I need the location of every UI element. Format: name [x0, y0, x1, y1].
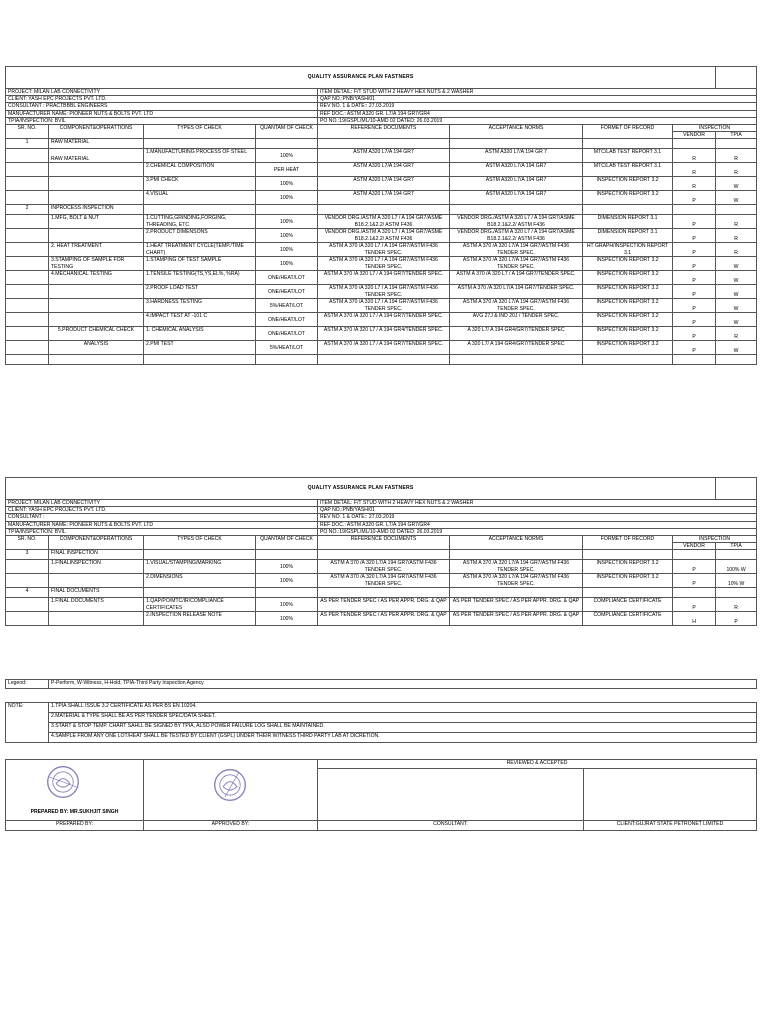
table-row [6, 271, 757, 285]
sr-cell [6, 271, 49, 285]
table-row [6, 574, 757, 588]
quantum-cell: 100% [256, 243, 318, 257]
col-header-quantum: QUANTAM OF CHECK [256, 125, 318, 139]
reference-cell [318, 588, 450, 598]
record-cell: INSPECTION REPORT 3.2 [583, 299, 673, 313]
check-type-cell: 1.VISUAL/STAMPING/MARKING [144, 560, 256, 574]
sr-cell [6, 313, 49, 327]
tpia-cell: R [716, 243, 757, 257]
quantum-cell: 5%/HEAT/LOT [256, 341, 318, 355]
check-type-cell [144, 550, 256, 560]
qap-number-field: QAP NO.:PNB/YASH/01 [318, 507, 757, 514]
vendor-cell: P [673, 229, 716, 243]
consultant-label: CONSULTANT: [318, 821, 584, 831]
notes-section [5, 702, 756, 743]
acceptance-cell: A 320 L7/ A 194 GR4/GR7/TENDER SPEC [450, 341, 583, 355]
col-header-sr: SR. NO. [6, 536, 49, 550]
table-row [6, 341, 757, 355]
check-type-cell: 1.QAP/PO/MTC/IR/COMPLIANCE CERTIFICATES [144, 598, 256, 612]
qap-rows-1 [6, 139, 757, 355]
note-item: 2.MATERIAL & TYPE SHALL BE AS PER TENDER SPEC/DATA SHEET. [49, 713, 757, 723]
component-cell [49, 191, 144, 205]
tpia-cell: W [716, 313, 757, 327]
acceptance-cell: AS PER TENDER SPEC / AS PER APPR. DRG. & QAP [450, 612, 583, 626]
record-cell: COMPLIANCE CERTIFICATE [583, 612, 673, 626]
acceptance-cell: ASTM A320 L7/A 194 GR7 [450, 163, 583, 177]
col-header-type: TYPES OF CHECK [144, 125, 256, 139]
qap-table-1 [5, 66, 757, 365]
reference-cell [318, 550, 450, 560]
sr-cell [6, 285, 49, 299]
record-cell: INSPECTION REPORT 3.2 [583, 341, 673, 355]
reference-cell: ASTM A 370 /A 320 L7 / A 194 GR7/ASTM F436 TENDER SPEC. [318, 257, 450, 271]
acceptance-cell: ASTM A 370 /A 320 L7/A 194 GR7/ASTM F436 TENDER SPEC. [450, 574, 583, 588]
reference-cell: VENDOR DRG./ASTM A 320 L7 / A 194 GR7/ASME B18.2.1&2.2/ ASTM F436 [318, 215, 450, 229]
component-cell [49, 285, 144, 299]
tpia-cell: P [716, 612, 757, 626]
acceptance-cell: ASTM A320 L7/A 194 GR 7 [450, 149, 583, 163]
record-cell: MTC/LAB TEST REPORT 3.1 [583, 149, 673, 163]
table-row [6, 313, 757, 327]
reference-cell: AS PER TENDER SPEC / AS PER APPR. DRG. & QAP [318, 598, 450, 612]
component-cell: RAW MATERIAL [49, 149, 144, 163]
reference-cell [318, 139, 450, 149]
acceptance-cell: ASTM A 370 /A 320 L7/A 194 GR7/ASTM F436 TENDER SPEC. [450, 299, 583, 313]
vendor-cell: P [673, 191, 716, 205]
acceptance-cell: ASTM A320 L7/A 194 GR7 [450, 177, 583, 191]
prepared-by-label: PREPARED BY: [6, 821, 144, 831]
company-stamp-icon [46, 765, 80, 799]
table-row [6, 550, 757, 560]
consultant-field: CONSULTANT : [6, 514, 318, 521]
record-cell [583, 139, 673, 149]
note-item: 1.TPIA SHALL ISSUE 3.2 CERTIFICATE AS PER BS EN 10204. [49, 703, 757, 713]
check-type-cell: 4.IMPACT TEST AT -101 C [144, 313, 256, 327]
revision-field: REV NO. 1 & DATE:: 27.03.2019 [318, 514, 757, 521]
quantum-cell: 5%/HEAT/LOT [256, 299, 318, 313]
reference-cell [318, 205, 450, 215]
table-row [6, 243, 757, 257]
quantum-cell: ONE/HEAT/LOT [256, 313, 318, 327]
col-header-vendor: VENDOR [673, 543, 716, 550]
component-cell: FINAL INSPECTION [49, 550, 144, 560]
table-row [6, 177, 757, 191]
tpia-cell [716, 588, 757, 598]
component-cell: 3.STAMPING OF SAMPLE FOR TESTING [49, 257, 144, 271]
quantum-cell: 100% [256, 574, 318, 588]
check-type-cell: 2.PMI TEST [144, 341, 256, 355]
project-field: PROJECT: MILAN LAB CONNECTIVITY [6, 89, 318, 96]
table-row [6, 229, 757, 243]
item-detail-field: ITEM DETAIL: F/T STUD WITH 2 HEAVY HEX NUTS & 2 WASHER [318, 500, 757, 507]
component-cell [49, 299, 144, 313]
table-row [6, 588, 757, 598]
table-row [6, 560, 757, 574]
col-header-inspection: INSPECTION [673, 536, 757, 543]
vendor-cell [673, 588, 716, 598]
table-row [6, 191, 757, 205]
quantum-cell: 100% [256, 257, 318, 271]
legend-label: Legend: [6, 680, 49, 689]
sr-cell [6, 163, 49, 177]
reference-cell: ASTM A 370 /A 320 L7 / A 194 GR4/TENDER SPEC. [318, 327, 450, 341]
tpia-cell: W [716, 191, 757, 205]
reference-cell: ASTM A320 L7/A 194 GR7 [318, 149, 450, 163]
acceptance-cell [450, 139, 583, 149]
acceptance-cell [450, 588, 583, 598]
sr-cell [6, 149, 49, 163]
check-type-cell: 1. CHEMICAL ANALYSIS [144, 327, 256, 341]
sr-cell [6, 327, 49, 341]
vendor-cell: P [673, 327, 716, 341]
record-cell: INSPECTION REPORT 3.2 [583, 560, 673, 574]
vendor-cell: R [673, 163, 716, 177]
vendor-cell: P [673, 341, 716, 355]
client-sign-cell [584, 769, 757, 821]
sr-cell [6, 598, 49, 612]
tpia-cell: R [716, 163, 757, 177]
reference-cell: ASTM A 370 /A 320 L7/A 194 GR7/ASTM F436 TENDER SPEC. [318, 560, 450, 574]
component-cell: FINAL DOCUMENTS [49, 588, 144, 598]
quantum-cell: 100% [256, 229, 318, 243]
note-item: 3.START & STOP TEMP. CHART SAHLL BE SIGNED BY TPIA, ALSO POWER FAILURE LOG SHALL BE MAINTAINED. [49, 723, 757, 733]
col-header-inspection: INSPECTION [673, 125, 757, 132]
tpia-cell: 10% W [716, 574, 757, 588]
sr-cell [6, 560, 49, 574]
revision-field: REV NO. 1 & DATE:: 27.03.2019 [318, 103, 757, 110]
vendor-cell: P [673, 574, 716, 588]
tpia-cell [716, 550, 757, 560]
project-field: PROJECT: MILAN LAB CONNECTIVITY [6, 500, 318, 507]
col-header-tpia: TPIA [716, 132, 757, 139]
client-field: CLIENT: YASH EPC PROJECTS PVT. LTD. [6, 96, 318, 103]
tpia-cell: W [716, 341, 757, 355]
col-header-component: COMPONENT&OPERATTIONS [49, 125, 144, 139]
sr-cell [6, 574, 49, 588]
quantum-cell: 100% [256, 598, 318, 612]
tpia-cell: R [716, 215, 757, 229]
sr-cell: 4 [6, 588, 49, 598]
vendor-cell: P [673, 560, 716, 574]
component-cell: 5.PRODUCT CHEMICAL CHECK [49, 327, 144, 341]
tpia-cell: 100% W [716, 560, 757, 574]
legend-section [5, 679, 756, 689]
acceptance-cell: ASTM A 370 /A 320 L7 / A 194 GR7/TENDER SPEC. [450, 271, 583, 285]
legend-text: P-Perform, W-Witness, H-Hold, TPIA-Third Party Inspection Agency [49, 680, 757, 689]
check-type-cell: 2.PRODUCT DIMENSONS [144, 229, 256, 243]
record-cell: COMPLIANCE CERTIFICATE [583, 598, 673, 612]
check-type-cell: 3.HARDNESS TESTING [144, 299, 256, 313]
vendor-cell: P [673, 285, 716, 299]
quantum-cell: 100% [256, 215, 318, 229]
component-cell [49, 574, 144, 588]
tpia-cell: R [716, 229, 757, 243]
sr-cell: 1 [6, 139, 49, 149]
vendor-cell: P [673, 215, 716, 229]
sr-cell [6, 191, 49, 205]
component-cell [49, 229, 144, 243]
record-cell: HT GRAPH/INSPECTION REPORT 3.1 [583, 243, 673, 257]
reference-cell: ASTM A 370 /A 320 L7 / A 194 GR7/ASTM F436 TENDER SPEC. [318, 299, 450, 313]
qap-rows-2 [6, 550, 757, 626]
tpia-cell: R [716, 598, 757, 612]
reference-cell: AS PER TENDER SPEC / AS PER APPR. DRG. & QAP [318, 612, 450, 626]
vendor-cell: P [673, 598, 716, 612]
tpia-field: TPIA/INSPECTION: BVIL [6, 117, 318, 124]
approved-by-label: APPROVED BY: [144, 821, 318, 831]
col-header-tpia: TPIA [716, 543, 757, 550]
sr-cell [6, 229, 49, 243]
sr-cell: 2 [6, 205, 49, 215]
quantum-cell [256, 139, 318, 149]
quantum-cell: PER HEAT [256, 163, 318, 177]
table-row [6, 215, 757, 229]
check-type-cell: 1.TENSILE TESTING(TS,YS,EL%, %RA) [144, 271, 256, 285]
col-header-record: FORMET OF RECORD [583, 125, 673, 139]
check-type-cell: 2.DIMENSIONS [144, 574, 256, 588]
col-header-reference: REFERENCE DOCUMENTS [318, 536, 450, 550]
vendor-cell: P [673, 299, 716, 313]
quantum-cell: ONE/HEAT/LOT [256, 271, 318, 285]
record-cell: INSPECTION REPORT 3.2 [583, 574, 673, 588]
record-cell: INSPECTION REPORT 3.2 [583, 285, 673, 299]
consultant-field: CONSULTANT : PRACTBBBL ENGINEERS [6, 103, 318, 110]
manufacturer-field: MANUFACTURER NAME: PIONEER NUTS & BOLTS PVT. LTD [6, 521, 318, 528]
prepared-by-name: PREPARED BY: MR.SUKHJIT SINGH [30, 808, 119, 815]
signature-block [5, 759, 756, 831]
component-cell [49, 177, 144, 191]
record-cell: INSPECTION REPORT 3.2 [583, 191, 673, 205]
sr-cell [6, 243, 49, 257]
tpia-cell [716, 139, 757, 149]
table-row [6, 205, 757, 215]
reference-cell: ASTM A320 L7/A 194 GR7 [318, 191, 450, 205]
table-row [6, 163, 757, 177]
quantum-cell [256, 588, 318, 598]
reference-cell: ASTM A 370 /A 320 L7/A 194 GR7/ASTM F436 TENDER SPEC. [318, 574, 450, 588]
record-cell: MTC/LAB TEST REPORT 3.1 [583, 163, 673, 177]
quantum-cell: 100% [256, 612, 318, 626]
check-type-cell: 1.HEAT TREATMENT CYCLE(TEMP./TIME CHART) [144, 243, 256, 257]
record-cell: DIMENSION REPORT 3.1 [583, 229, 673, 243]
quantum-cell: 100% [256, 149, 318, 163]
quantum-cell [256, 205, 318, 215]
vendor-cell: P [673, 313, 716, 327]
sr-cell [6, 177, 49, 191]
col-header-reference: REFERENCE DOCUMENTS [318, 125, 450, 139]
record-cell: INSPECTION REPORT 3.2 [583, 313, 673, 327]
vendor-cell [673, 205, 716, 215]
table-row [6, 139, 757, 149]
col-header-quantum: QUANTAM OF CHECK [256, 536, 318, 550]
sr-cell [6, 341, 49, 355]
reference-cell: ASTM A 370 /A 320 L7 / A 194 GR7/TENDER SPEC. [318, 271, 450, 285]
table-row [6, 149, 757, 163]
col-header-record: FORMET OF RECORD [583, 536, 673, 550]
vendor-cell: P [673, 243, 716, 257]
table-row [6, 257, 757, 271]
col-header-type: TYPES OF CHECK [144, 536, 256, 550]
acceptance-cell: A 320 L7/ A 194 GR4/GR7/TENDER SPEC [450, 327, 583, 341]
quantum-cell: 100% [256, 560, 318, 574]
tpia-field: TPIA/INSPECTION: BVIL [6, 528, 318, 535]
sr-cell: 3 [6, 550, 49, 560]
note-item: 4.SAMPLE FROM ANY ONE LOT/HEAT SHALL BE TESTED BY CLIENT (GSPL) UNDER THEIR WITNESS THIRD PARTY LAB AT DICRETION. [49, 733, 757, 743]
company-stamp-icon [213, 768, 247, 802]
record-cell: INSPECTION REPORT 3.2 [583, 271, 673, 285]
consultant-sign-cell [318, 769, 584, 821]
component-cell: 4.MECHANICAL TESTING [49, 271, 144, 285]
acceptance-cell: VENDOR DRG./ASTM A 320 L7 / A 194 GR7/ASME B18.2.1&2.2/ ASTM F436 [450, 215, 583, 229]
manufacturer-field: MANUFACTURER NAME: PIONEER NUTS & BOLTS PVT. LTD [6, 110, 318, 117]
vendor-cell: P [673, 271, 716, 285]
check-type-cell [144, 139, 256, 149]
record-cell [583, 550, 673, 560]
record-cell: DIMENSION REPORT 3.1 [583, 215, 673, 229]
record-cell [583, 588, 673, 598]
acceptance-cell: VENDOR DRG./ASTM A 320 L7 / A 194 GR7/ASME B18.2.1&2.2/ ASTM F436 [450, 229, 583, 243]
qap-table-2 [5, 477, 757, 626]
reference-cell: ASTM A 370 /A 320 L7 / A 194 GR7/ASTM F436 TENDER SPEC. [318, 285, 450, 299]
tpia-cell: W [716, 285, 757, 299]
table-row [6, 612, 757, 626]
reference-cell: ASTM A 370 /A 320 L7 / A 194 GR7/TENDER SPEC. [318, 313, 450, 327]
component-cell: RAW MATERIAL [49, 139, 144, 149]
component-cell: INPROCESS INSPECTION [49, 205, 144, 215]
check-type-cell: 1.MANUFACTURING PROCESS OF STEEL [144, 149, 256, 163]
vendor-cell [673, 139, 716, 149]
acceptance-cell [450, 205, 583, 215]
record-cell: INSPECTION REPORT 3.2 [583, 257, 673, 271]
tpia-cell: W [716, 257, 757, 271]
document-title: QUALITY ASSURANCE PLAN FASTNERS [6, 67, 716, 89]
sr-cell [6, 257, 49, 271]
sr-cell [6, 612, 49, 626]
qap-sheet-1 [5, 66, 756, 365]
component-cell: 1.FINALINSPECTION [49, 560, 144, 574]
sr-cell [6, 215, 49, 229]
acceptance-cell: AS PER TENDER SPEC / AS PER APPR. DRG. & QAP [450, 598, 583, 612]
check-type-cell: 2.INSPECTION RELEASE NOTE [144, 612, 256, 626]
record-cell: INSPECTION REPORT 3.2 [583, 327, 673, 341]
table-row [6, 598, 757, 612]
col-header-vendor: VENDOR [673, 132, 716, 139]
quantum-cell: 100% [256, 177, 318, 191]
record-cell: INSPECTION REPORT 3.2 [583, 177, 673, 191]
vendor-cell: R [673, 149, 716, 163]
record-cell [583, 205, 673, 215]
reference-cell: VENDOR DRG./ASTM A 320 L7 / A 194 GR7/ASME B18.2.1&2.2/ ASTM F436 [318, 229, 450, 243]
vendor-cell: P [673, 257, 716, 271]
tpia-cell: R [716, 149, 757, 163]
vendor-cell [673, 550, 716, 560]
tpia-cell: R [716, 327, 757, 341]
component-cell [49, 313, 144, 327]
vendor-cell: H [673, 612, 716, 626]
component-cell [49, 612, 144, 626]
check-type-cell: 3.PMI CHECK [144, 177, 256, 191]
tpia-cell: W [716, 177, 757, 191]
tpia-cell: W [716, 271, 757, 285]
client-field: CLIENT: YASH EPC PROJECTS PVT. LTD. [6, 507, 318, 514]
acceptance-cell: ASTM A 370 /A 320 L7/A 194 GR7/ASTM F436 TENDER SPEC. [450, 257, 583, 271]
po-number-field: PO NO.:19/GSPL/ML/10-AMD 02 DATED: 26.03.2019 [318, 528, 757, 535]
notes-label: NOTE: [6, 703, 49, 743]
sr-cell [6, 299, 49, 313]
po-number-field: PO NO.:19/GSPL/ML/10-AMD 02 DATED: 26.03.2019 [318, 117, 757, 124]
quantum-cell [256, 550, 318, 560]
acceptance-cell [450, 550, 583, 560]
check-type-cell: 4.VISUAL [144, 191, 256, 205]
component-cell: 2. HEAT TREATMENT [49, 243, 144, 257]
reference-cell: ASTM A320 L7/A 194 GR7 [318, 163, 450, 177]
tpia-cell [716, 205, 757, 215]
qap-sheet-2 [5, 477, 756, 626]
component-cell: ANALYSIS [49, 341, 144, 355]
reference-cell: ASTM A 370 /A 320 L7 / A 194 GR7/TENDER SPEC. [318, 341, 450, 355]
table-row [6, 285, 757, 299]
check-type-cell: 2.PROOF LOAD TEST [144, 285, 256, 299]
reviewed-accepted: REVIEWED & ACCEPTED [318, 760, 757, 769]
item-detail-field: ITEM DETAIL: F/T STUD WITH 2 HEAVY HEX NUTS & 2 WASHER [318, 89, 757, 96]
col-header-sr: SR. NO. [6, 125, 49, 139]
quantum-cell: ONE/HEAT/LOT [256, 285, 318, 299]
table-row [6, 327, 757, 341]
vendor-cell: R [673, 177, 716, 191]
reference-doc-field: REF DOC.: ASTM A320 GR. L7/A 194 GR7/GR4 [318, 521, 757, 528]
tpia-cell: W [716, 299, 757, 313]
check-type-cell [144, 205, 256, 215]
component-cell [49, 163, 144, 177]
quantum-cell: ONE/HEAT/LOT [256, 327, 318, 341]
check-type-cell: 2.CHEMICAL COMPOSITION [144, 163, 256, 177]
component-cell: 1.MFG, BOLT & NUT [49, 215, 144, 229]
client-label: CLIENT:GUJRAT STATE PETRONET LIMITED [584, 821, 757, 831]
reference-cell: ASTM A320 L7/A 194 GR7 [318, 177, 450, 191]
qap-number-field: QAP NO.:PNB/YASH/01 [318, 96, 757, 103]
acceptance-cell: AVG 27J & IND 20J / TENDER SPEC. [450, 313, 583, 327]
col-header-acceptance: ACCEPTANCE NORMS [450, 536, 583, 550]
col-header-component: COMPONENT&OPERATTIONS [49, 536, 144, 550]
reference-cell: ASTM A 370 /A 320 L7 / A 194 GR7/ASTM F436 TENDER SPEC. [318, 243, 450, 257]
check-type-cell [144, 588, 256, 598]
check-type-cell: 1.STAMPING OF TEST SAMPLE [144, 257, 256, 271]
reference-doc-field: REF DOC.: ASTM A320 GR. L7/A 194 GR7/GR4 [318, 110, 757, 117]
table-row [6, 299, 757, 313]
acceptance-cell: ASTM A320 L7/A 194 GR7 [450, 191, 583, 205]
acceptance-cell: ASTM A 370 /A 320 L7/A 194 GR7/ASTM F436 TENDER SPEC. [450, 243, 583, 257]
acceptance-cell: ASTM A 370 /A 320 L7/A 194 GR7/ASTM F436 TENDER SPEC. [450, 560, 583, 574]
quantum-cell: 100% [256, 191, 318, 205]
check-type-cell: 1.CUTTING,GRINDING,FORGING, THREADING, ETC [144, 215, 256, 229]
acceptance-cell: ASTM A 370 /A 320 L7/A 194 GR7/TENDER SPEC. [450, 285, 583, 299]
col-header-acceptance: ACCEPTANCE NORMS [450, 125, 583, 139]
component-cell: 1.FINAL DOCUMENTS [49, 598, 144, 612]
document-title: QUALITY ASSURANCE PLAN FASTNERS [6, 478, 716, 500]
